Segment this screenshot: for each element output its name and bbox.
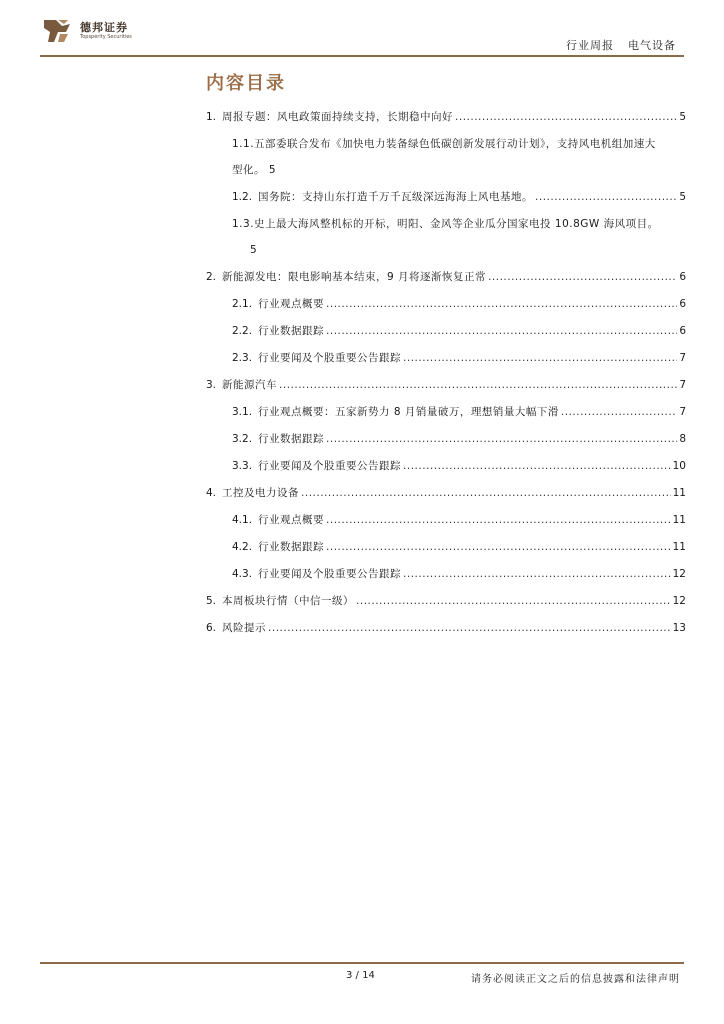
- toc-entry-text: 新能源发电：限电影响基本结束，9 月将逐渐恢复正常: [222, 271, 487, 283]
- toc-entry-text: 史上最大海风整机标的开标，明阳、金风等企业瓜分国家电投 10.8GW 海风项目。: [254, 218, 659, 230]
- toc-leader-dots: [268, 621, 671, 635]
- toc-entry-text: 行业观点概要: [258, 298, 325, 310]
- toc-leader-dots: [326, 297, 677, 311]
- toc-entry-4[interactable]: [206, 486, 686, 500]
- toc-entry-page: 5: [679, 111, 686, 123]
- toc-entry-1-3[interactable]: [232, 217, 694, 257]
- toc-leader-dots: [455, 110, 677, 124]
- toc-entry-page: 6: [679, 325, 686, 337]
- toc-entry-page: 8: [679, 433, 686, 445]
- toc-entry-text: 国务院：支持山东打造千万千瓦级深远海海上风电基地。: [258, 191, 534, 203]
- toc-leader-dots: [279, 378, 677, 392]
- toc-leader-dots: [403, 567, 671, 581]
- toc-entry-text: 行业观点概要：五家新势力 8 月销量破万，理想销量大幅下滑: [258, 406, 559, 418]
- toc-leader-dots: [326, 324, 677, 338]
- toc-entry-4-3[interactable]: [232, 567, 686, 581]
- page-header: [0, 0, 724, 60]
- toc-entry-page: 13: [672, 622, 686, 634]
- toc-entry-3[interactable]: [206, 378, 686, 392]
- toc-entry-number: 2.1.: [232, 298, 253, 310]
- header-divider: [40, 55, 684, 57]
- toc-entry-number: 5.: [206, 595, 217, 607]
- toc-entry-2[interactable]: [206, 270, 686, 284]
- toc-entry-number: 4.2.: [232, 541, 253, 553]
- toc-entry-2-3[interactable]: [232, 351, 686, 365]
- toc-entry-page: 5: [250, 244, 258, 256]
- toc-entry-text: 行业数据跟踪: [258, 325, 325, 337]
- toc-entry-number: 4.1.: [232, 514, 253, 526]
- brand-name-cn: 德邦证券: [80, 21, 128, 34]
- toc-entry-page: 7: [679, 352, 686, 364]
- toc-entry-4-2[interactable]: [232, 540, 686, 554]
- toc-entry-1[interactable]: [206, 110, 686, 124]
- toc-title: 内容目录: [206, 73, 286, 94]
- brand-logo: [40, 16, 132, 46]
- toc-leader-dots: [326, 513, 671, 527]
- toc-entry-page: 11: [672, 487, 686, 499]
- toc-leader-dots: [326, 540, 671, 554]
- toc-entry-6[interactable]: [206, 621, 686, 635]
- toc-leader-dots: [301, 486, 671, 500]
- toc-leader-dots: [403, 351, 677, 365]
- toc-entry-3-1[interactable]: [232, 405, 686, 419]
- brand-name-en: Topsperity Securities: [80, 34, 132, 40]
- toc-entry-page: 12: [672, 595, 686, 607]
- toc-entry-number: 1.: [206, 111, 217, 123]
- report-type: 行业周报: [566, 39, 614, 52]
- toc-entry-number: 4.: [206, 487, 217, 499]
- toc-entry-number: 1.3.: [232, 218, 255, 230]
- toc-entry-3-3[interactable]: [232, 459, 686, 473]
- toc-entry-page: 6: [679, 271, 686, 283]
- toc-entry-text: 本周板块行情（中信一级）: [222, 595, 355, 607]
- toc-entry-text: 行业要闻及个股重要公告跟踪: [258, 460, 402, 472]
- toc-entry-3-2[interactable]: [232, 432, 686, 446]
- toc-entry-number: 2.3.: [232, 352, 253, 364]
- toc-entry-page: 12: [672, 568, 686, 580]
- report-category: [566, 37, 676, 53]
- toc-entry-number: 3.: [206, 379, 217, 391]
- toc-entry-2-1[interactable]: [232, 297, 686, 311]
- toc-leader-dots: [326, 432, 677, 446]
- toc-entry-text: 行业数据跟踪: [258, 433, 325, 445]
- toc-entry-number: 1.2.: [232, 191, 253, 203]
- brand-logo-icon: [40, 16, 74, 46]
- toc-entry-page: 10: [672, 460, 686, 472]
- toc-entry-text-continued: 型化。 5: [232, 164, 277, 176]
- toc-entry-2-2[interactable]: [232, 324, 686, 338]
- toc-entry-page: 6: [679, 298, 686, 310]
- toc-entry-number: 4.3.: [232, 568, 253, 580]
- toc-leader-dots: [356, 594, 671, 608]
- toc-leader-dots: [403, 459, 671, 473]
- toc-entry-text: 行业数据跟踪: [258, 541, 325, 553]
- toc-entry-text: 行业要闻及个股重要公告跟踪: [258, 568, 402, 580]
- toc-entry-number: 1.1.: [232, 138, 255, 150]
- toc-entry-text: 行业要闻及个股重要公告跟踪: [258, 352, 402, 364]
- industry-label: 电气设备: [628, 39, 676, 52]
- toc-entry-text: 行业观点概要: [258, 514, 325, 526]
- toc-entry-number: 3.2.: [232, 433, 253, 445]
- toc-leader-dots: [535, 190, 677, 204]
- toc-entry-4-1[interactable]: [232, 513, 686, 527]
- toc-entry-text: 新能源汽车: [222, 379, 278, 391]
- toc-entry-page: 5: [679, 191, 686, 203]
- toc-entry-page: 7: [679, 406, 686, 418]
- toc-leader-dots: [488, 270, 677, 284]
- page-number: 3 / 14: [346, 970, 375, 981]
- toc-entry-page: 11: [672, 514, 686, 526]
- toc-entry-text: 风险提示: [222, 622, 267, 634]
- toc-entry-text: 五部委联合发布《加快电力装备绿色低碳创新发展行动计划》，支持风电机组加速大: [254, 138, 656, 150]
- toc-entry-text: 工控及电力设备: [222, 487, 300, 499]
- toc-entry-number: 2.: [206, 271, 217, 283]
- toc-entry-1-2[interactable]: [232, 190, 686, 204]
- toc-entry-1-1[interactable]: [232, 137, 694, 177]
- toc-entry-page: 7: [679, 379, 686, 391]
- toc-entry-page: 11: [672, 541, 686, 553]
- footer-divider: [40, 962, 684, 964]
- toc-entry-5[interactable]: [206, 594, 686, 608]
- toc-leader-dots: [561, 405, 677, 419]
- toc-entry-number: 3.1.: [232, 406, 253, 418]
- toc-entry-text: 周报专题：风电政策面持续支持，长期稳中向好: [222, 111, 454, 123]
- legal-disclaimer: 请务必阅读正文之后的信息披露和法律声明: [471, 974, 680, 985]
- toc-entry-number: 3.3.: [232, 460, 253, 472]
- toc-entry-number: 6.: [206, 622, 217, 634]
- toc-entry-number: 2.2.: [232, 325, 253, 337]
